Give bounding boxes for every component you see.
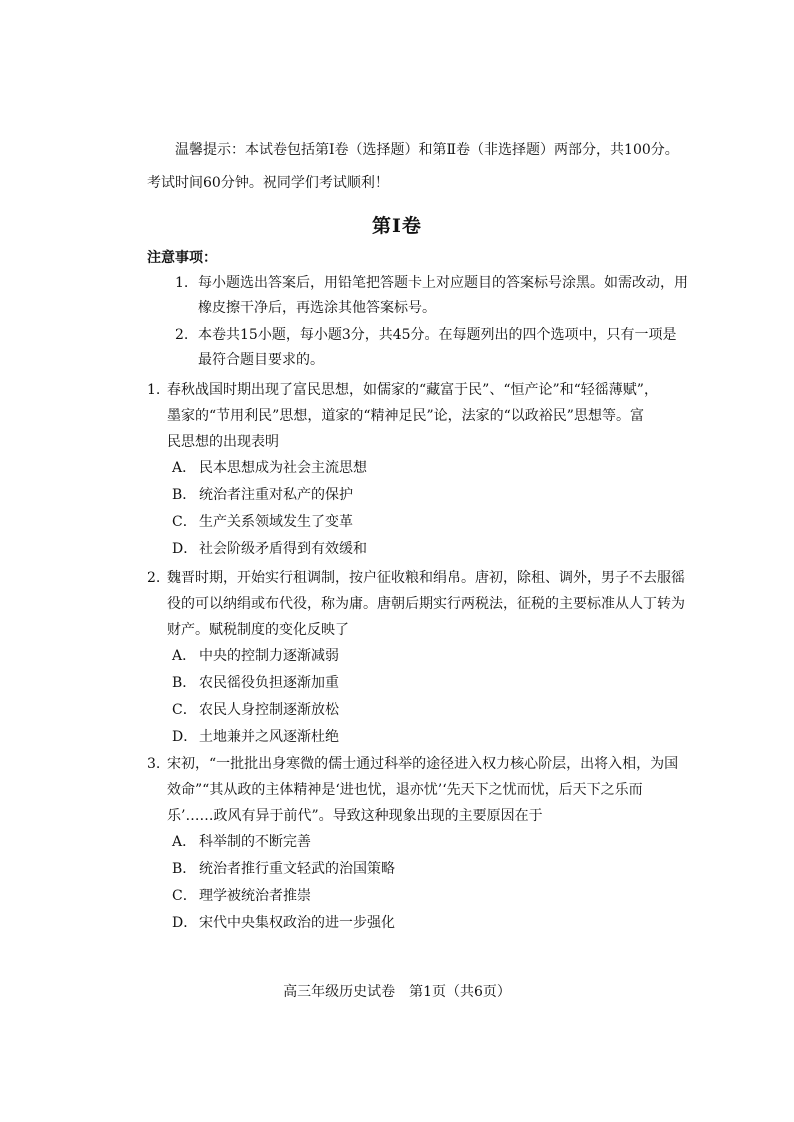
option-text: 土地兼并之风逐渐杜绝 <box>199 729 339 745</box>
option-text: 统治者注重对私产的保护 <box>199 487 353 503</box>
exam-tip-line: 温馨提示：本试卷包括第Ⅰ卷（选择题）和第Ⅱ卷（非选择题）两部分，共100分。 <box>175 142 679 158</box>
volume-title: 第Ⅰ卷 <box>372 215 422 237</box>
question-1 <box>147 379 692 565</box>
answer-option-c <box>147 885 692 912</box>
answer-option-d <box>147 912 692 939</box>
question-number: 3. <box>147 756 161 772</box>
answer-option-b <box>147 484 692 511</box>
option-letter: C． <box>172 514 197 530</box>
page-footer: 高三年级历史试卷 第1页（共6页） <box>283 984 511 1000</box>
option-text: 科举制的不断完善 <box>199 834 311 850</box>
notice-item-text: 最符合题目要求的。 <box>198 352 324 368</box>
notice-item-number: 2. <box>175 327 189 343</box>
option-letter: A． <box>172 460 197 476</box>
option-letter: B． <box>172 487 197 503</box>
question-3 <box>147 753 692 939</box>
option-letter: D． <box>172 915 198 931</box>
question-stem <box>147 379 692 453</box>
option-letter: A． <box>172 648 197 664</box>
question-number: 1. <box>147 382 161 398</box>
option-letter: C． <box>172 702 197 718</box>
notice-item-text: 本卷共15小题，每小题3分，共45分。在每题列出的四个选项中，只有一项是 <box>198 327 677 343</box>
option-text: 民本思想成为社会主流思想 <box>199 460 367 476</box>
question-stem-line: 役的可以纳绢或布代役，称为庸。唐朝后期实行两税法，征税的主要标准从人丁转为 <box>167 596 685 612</box>
option-letter: A． <box>172 834 197 850</box>
exam-tip-line: 考试时间60分钟。祝同学们考试顺利！ <box>147 175 389 191</box>
option-letter: B． <box>172 861 197 877</box>
option-text: 农民人身控制逐渐放松 <box>199 702 339 718</box>
question-stem-line: 乐’……政风有异于前代”。导致这种现象出现的主要原因在于 <box>167 808 543 824</box>
option-text: 宋代中央集权政治的进一步强化 <box>199 915 395 931</box>
notice-heading: 注意事项： <box>147 250 217 266</box>
answer-option-b <box>147 672 692 699</box>
option-text: 社会阶级矛盾得到有效缓和 <box>199 541 367 557</box>
notice-item <box>175 272 690 319</box>
answer-option-a <box>147 831 692 858</box>
option-letter: B． <box>172 675 197 691</box>
question-2 <box>147 567 692 753</box>
question-stem-line: 民思想的出现表明 <box>167 434 279 450</box>
notice-item-number: 1. <box>175 275 189 291</box>
notice-item-text: 每小题选出答案后，用铅笔把答题卡上对应题目的答案标号涂黑。如需改动，用 <box>198 275 688 291</box>
notice-item-text: 橡皮擦干净后，再选涂其他答案标号。 <box>198 300 436 316</box>
answer-option-a <box>147 645 692 672</box>
question-stem-line: 墨家的“节用利民”思想，道家的“精神足民”论，法家的“以政裕民”思想等。富 <box>167 408 644 424</box>
answer-option-c <box>147 511 692 538</box>
question-stem-line: 魏晋时期，开始实行租调制，按户征收粮和绢帛。唐初，除租、调外，男子不去服徭 <box>167 570 685 586</box>
answer-option-c <box>147 699 692 726</box>
notice-item <box>175 324 690 371</box>
question-stem <box>147 567 692 641</box>
answer-option-b <box>147 858 692 885</box>
option-text: 生产关系领域发生了变革 <box>199 514 353 530</box>
answer-option-d <box>147 538 692 565</box>
question-number: 2. <box>147 570 161 586</box>
answer-option-d <box>147 726 692 753</box>
exam-tip <box>147 140 692 193</box>
option-text: 农民徭役负担逐渐加重 <box>199 675 339 691</box>
option-letter: C． <box>172 888 197 904</box>
option-text: 理学被统治者推崇 <box>199 888 311 904</box>
answer-option-a <box>147 457 692 484</box>
option-letter: D． <box>172 541 198 557</box>
question-stem-line: 宋初，“一批批出身寒微的儒士通过科举的途径进入权力核心阶层，出将入相，为国 <box>167 756 679 772</box>
option-text: 中央的控制力逐渐减弱 <box>199 648 339 664</box>
question-stem-line: 财产。赋税制度的变化反映了 <box>167 622 349 638</box>
option-letter: D． <box>172 729 198 745</box>
option-text: 统治者推行重文轻武的治国策略 <box>199 861 395 877</box>
question-stem-line: 效命”“其从政的主体精神是‘进也忧，退亦忧’‘先天下之忧而忧，后天下之乐而 <box>167 782 643 798</box>
question-stem-line: 春秋战国时期出现了富民思想，如儒家的“藏富于民”、“恒产论”和“轻徭薄赋”， <box>167 382 658 398</box>
question-stem <box>147 753 692 827</box>
